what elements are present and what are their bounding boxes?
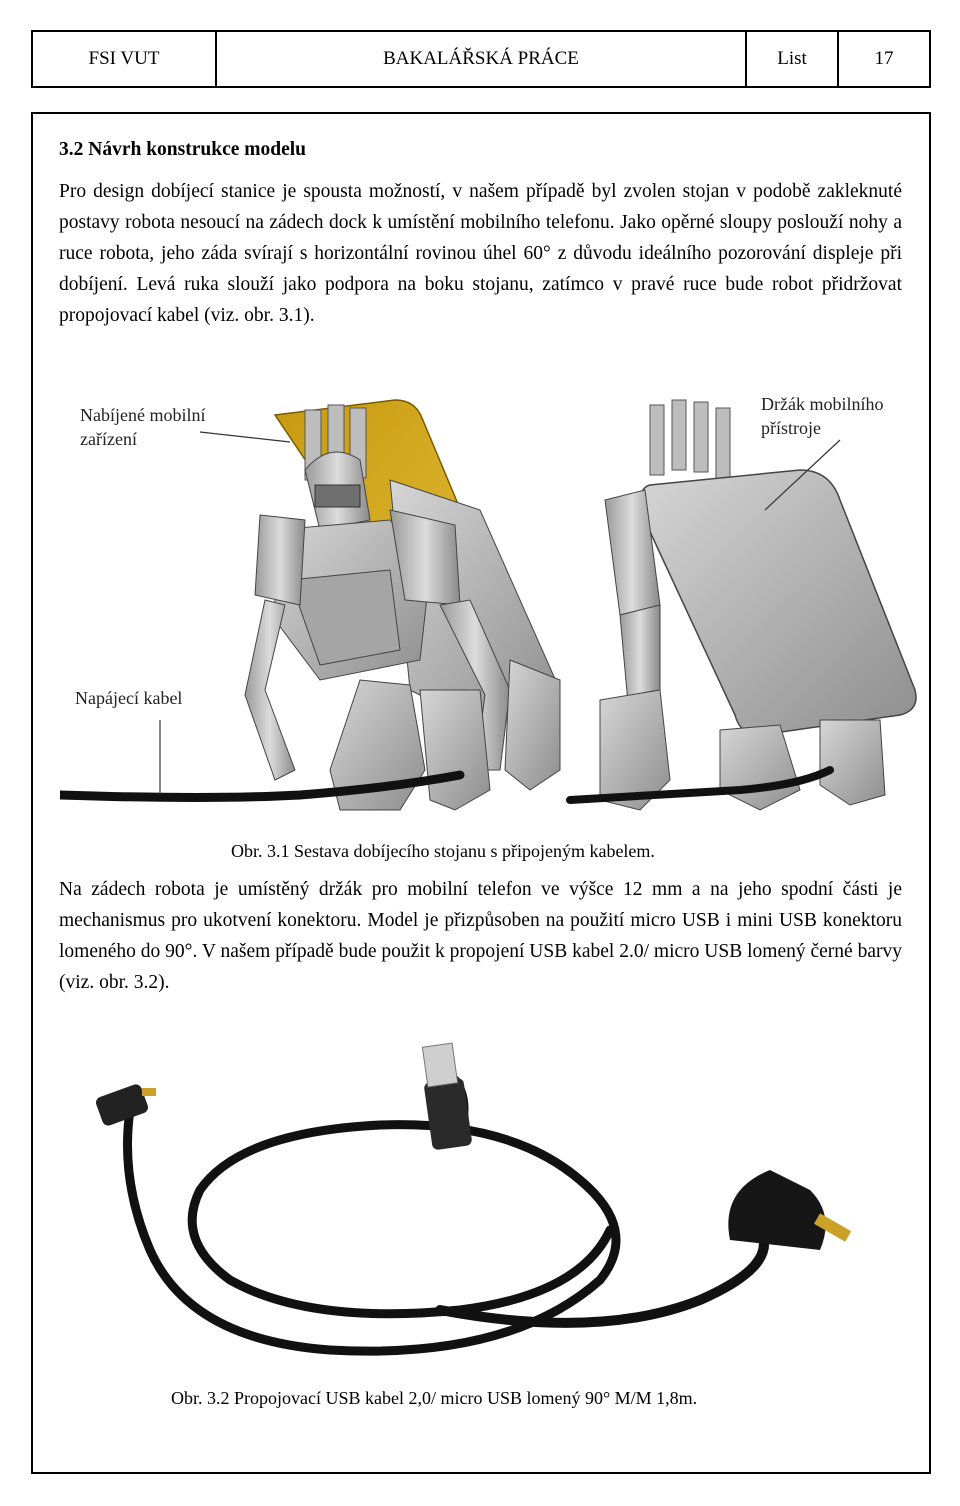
- figure-2-caption: Obr. 3.2 Propojovací USB kabel 2,0/ micro USB lomený 90° M/M 1,8m.: [171, 1388, 698, 1408]
- header-sheet-label: List: [747, 32, 839, 86]
- paragraph-2: Na zádech robota je umístěný držák pro mobilní telefon ve výšce 12 mm a na jeho spodní části je mechanismus pro ukotvení konektoru. Model je přizpůsoben na použití micro USB i mini USB konektoru lomeného do 90°. V našem případě bude použit k propojení USB kabel 2.0/ micro USB lomený černé barvy (viz. obr. 3.2).: [59, 879, 902, 993]
- callout-phone-holder: Držák mobilního přístroje: [761, 394, 884, 438]
- paragraph-1: Pro design dobíjecí stanice je spousta možností, v našem případě byl zvolen stojan v podobě zakleknuté postavy robota nesoucí na zádech dock k umístění mobilního telefonu. Jako opěrné sloupy poslouží nohy a ruce robota, jeho záda svírají s horizontální rovinou úhel 60° z důvodu ideálního pozorování displeje při dobíjení. Levá ruka slouží jako podpora na boku stojanu, zatímco v pravé ruce bude robot přidržovat propojovací kabel (viz. obr. 3.1).: [59, 181, 902, 326]
- header-page-number: 17: [874, 48, 894, 69]
- section-heading: 3.2 Návrh konstrukce modelu: [59, 139, 307, 160]
- micro-usb-connector-right: [728, 1170, 851, 1250]
- figure-1-caption: Obr. 3.1 Sestava dobíjecího stojanu s připojeným kabelem.: [231, 841, 655, 861]
- callout-power-cable: Napájecí kabel: [75, 688, 183, 708]
- page-header: [31, 30, 931, 88]
- phone-holder-shape: [640, 470, 916, 735]
- usb-cable-photo: [80, 1040, 880, 1380]
- robot-left-view: [60, 400, 560, 810]
- header-thesis-type: BAKALÁŘSKÁ PRÁCE: [217, 32, 747, 86]
- robot-right-view: [570, 400, 916, 810]
- robot-stand-render: [60, 390, 920, 830]
- usb-a-connector: [422, 1043, 472, 1150]
- header-school: FSI VUT: [33, 32, 217, 86]
- callout-charged-device: Nabíjené mobilní zařízení: [80, 405, 206, 449]
